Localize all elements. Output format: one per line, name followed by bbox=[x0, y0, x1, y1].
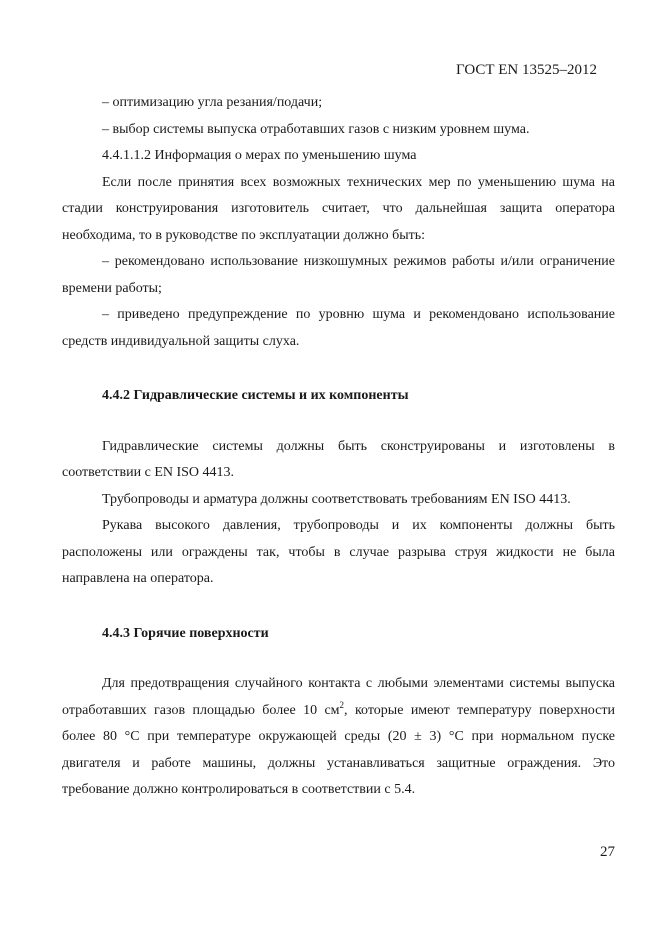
superscript-squared: 2 bbox=[339, 699, 345, 710]
list-item-hearing-protection: – приведено предупреждение по уровню шума и рекомендовано использование средств индивидуальной защиты слуха. bbox=[62, 307, 615, 349]
paragraph-pipelines: Трубопроводы и арматура должны соответствовать требованиям EN ISO 4413. bbox=[102, 491, 571, 507]
paragraph-hoses: Рукава высокого давления, трубопроводы и их компоненты должны быть расположены или ограждены так, чтобы в случае разрыва струя жидкости не была направлена на оператора. bbox=[62, 518, 615, 586]
list-item-low-noise-modes: – рекомендовано использование низкошумных режимов работы и/или ограничение времени работы; bbox=[62, 254, 615, 296]
hot-surfaces-text-part2: , которые имеют температуру поверхности более 80 °С при температуре окружающей среды (20 ± 3) °С при нормальном пуске двигателя и работе машины, должны устанавливаться защитные ограждения. Это требование должно контролироваться в соответствии с 5.4. bbox=[62, 702, 615, 797]
hot-surfaces-text-part1: Для предотвращения случайного контакта с любыми элементами системы выпуска отработавших газов площадью более 10 см bbox=[62, 676, 615, 718]
list-item-cutting-angle: – оптимизацию угла резания/подачи; bbox=[102, 95, 323, 110]
list-item-exhaust-system: – выбор системы выпуска отработавших газов с низким уровнем шума. bbox=[102, 121, 530, 137]
paragraph-noise-measures: Если после принятия всех возможных технических мер по уменьшению шума на стадии конструирования изготовитель считает, что дальнейшая защита оператора необходима, то в руководстве по эксплуатации должно быть: bbox=[62, 174, 615, 243]
section-heading-hydraulics: 4.4.2 Гидравлические системы и их компоненты bbox=[102, 388, 409, 403]
section-heading-hot-surfaces: 4.4.3 Горячие поверхности bbox=[102, 625, 269, 641]
paragraph-hot-surfaces bbox=[62, 671, 615, 804]
standard-code-header: ГОСТ EN 13525–2012 bbox=[456, 62, 597, 78]
subsection-title-noise-info: 4.4.1.1.2 Информация о мерах по уменьшению шума bbox=[102, 148, 417, 163]
paragraph-hydraulic-systems: Гидравлические системы должны быть сконструированы и изготовлены в соответствии с EN ISO 4413. bbox=[62, 438, 615, 480]
page-number: 27 bbox=[600, 844, 615, 860]
document-body bbox=[62, 90, 615, 804]
